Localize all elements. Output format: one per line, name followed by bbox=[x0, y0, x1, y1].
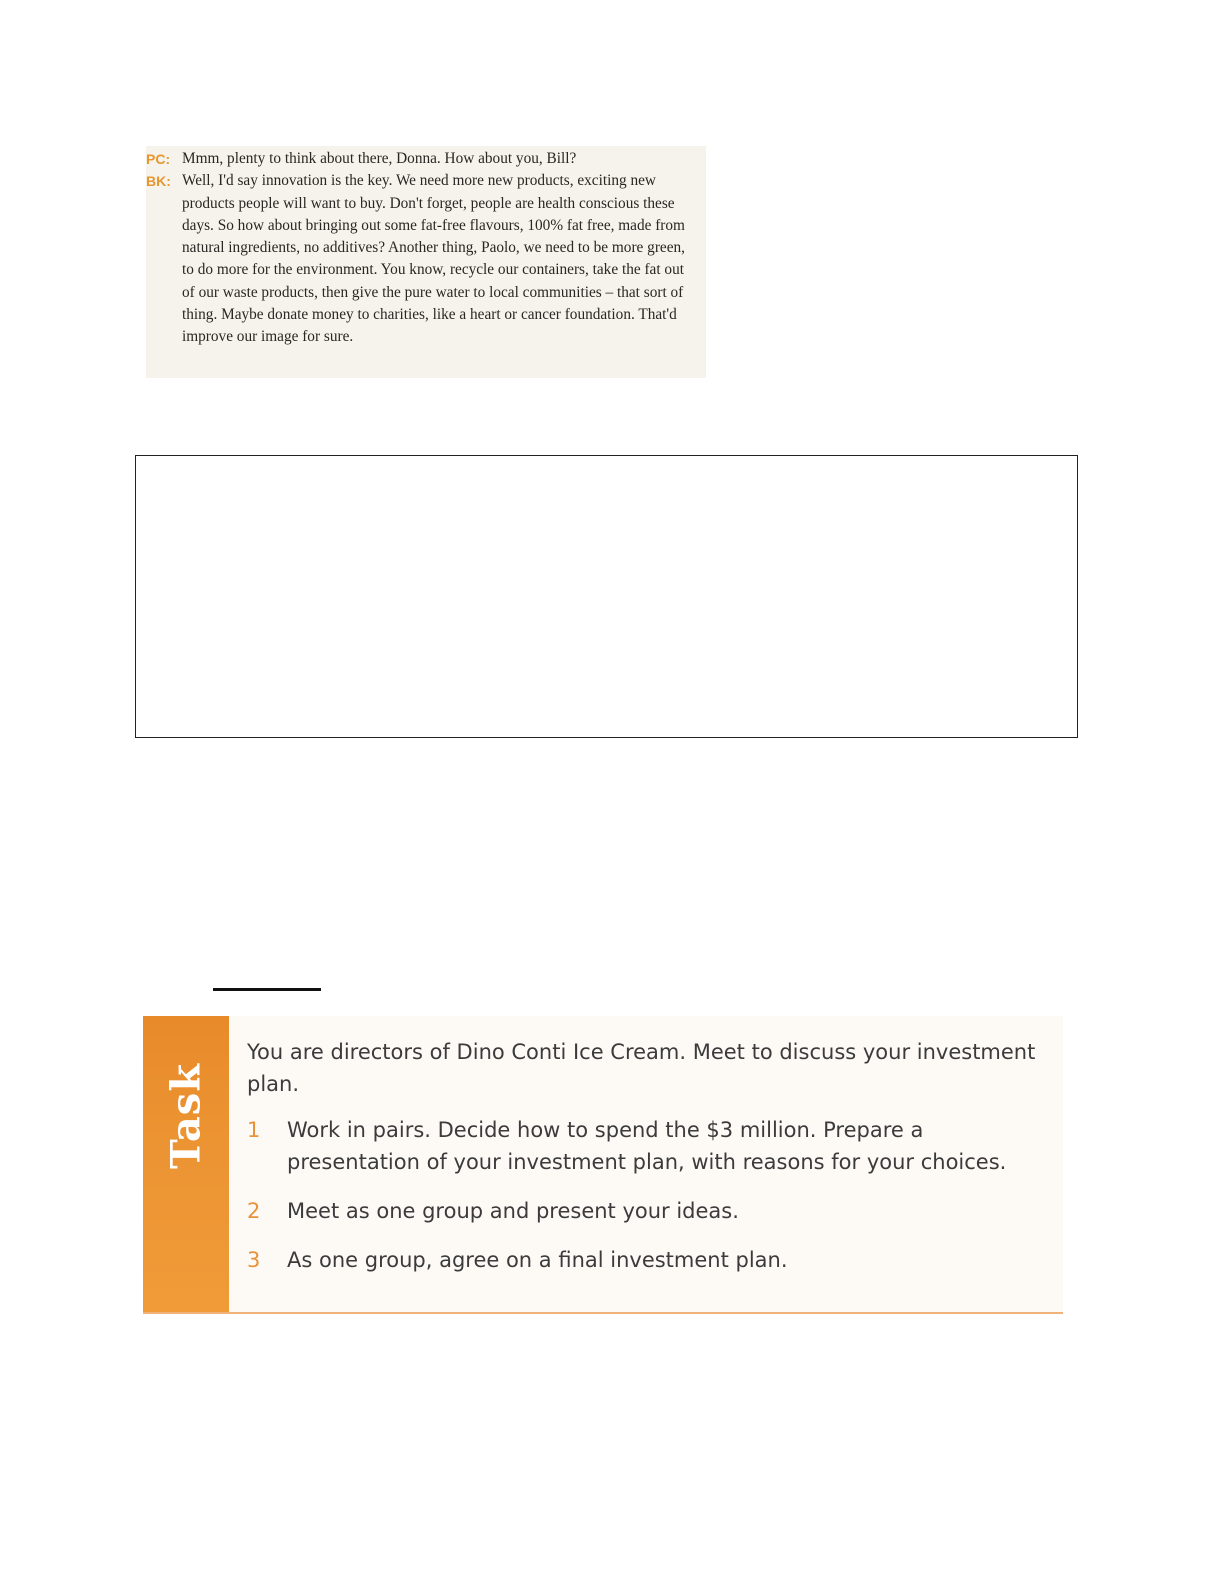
speech-text: Well, I'd say innovation is the key. We need more new products, exciting new products people will want to buy. Don't forget, people are health conscious these days. So how about bringing out some fat-free flavours, 100% fat free, made from natural ingredients, no additives? Another thing, Paolo, we need to be more green, to do more for the environment. You know, recycle our containers, take the fat out of our waste products, then give the pure water to local communities – that sort of thing. Maybe donate money to charities, like a heart or cancer foundation. That'd improve our image for sure. bbox=[182, 172, 685, 346]
step-text: As one group, agree on a final investment plan. bbox=[287, 1248, 788, 1272]
task-side-strip bbox=[143, 1016, 229, 1312]
task-content bbox=[247, 1036, 1047, 1293]
task-step bbox=[247, 1195, 1047, 1227]
step-number: 3 bbox=[247, 1248, 261, 1272]
step-number: 2 bbox=[247, 1199, 261, 1223]
task-step bbox=[247, 1244, 1047, 1276]
task-step bbox=[247, 1114, 1047, 1178]
speech-text: Mmm, plenty to think about there, Donna. How about you, Bill? bbox=[182, 150, 577, 167]
dialogue-turn-bk bbox=[146, 170, 700, 348]
underline-rule bbox=[213, 988, 321, 991]
dialogue-excerpt bbox=[146, 146, 706, 378]
task-title: Task bbox=[162, 1062, 210, 1170]
step-number: 1 bbox=[247, 1118, 261, 1142]
dialogue-turn-pc bbox=[146, 148, 700, 170]
step-text: Meet as one group and present your ideas. bbox=[287, 1199, 739, 1223]
task-intro: You are directors of Dino Conti Ice Cream. Meet to discuss your investment plan. bbox=[247, 1040, 1036, 1096]
step-text: Work in pairs. Decide how to spend the $3 million. Prepare a presentation of your investment plan, with reasons for your choices. bbox=[287, 1118, 1007, 1174]
answer-box[interactable] bbox=[135, 455, 1078, 738]
speaker-label: PC: bbox=[146, 151, 171, 167]
speaker-label: BK: bbox=[146, 173, 171, 190]
task-panel bbox=[143, 1016, 1063, 1314]
